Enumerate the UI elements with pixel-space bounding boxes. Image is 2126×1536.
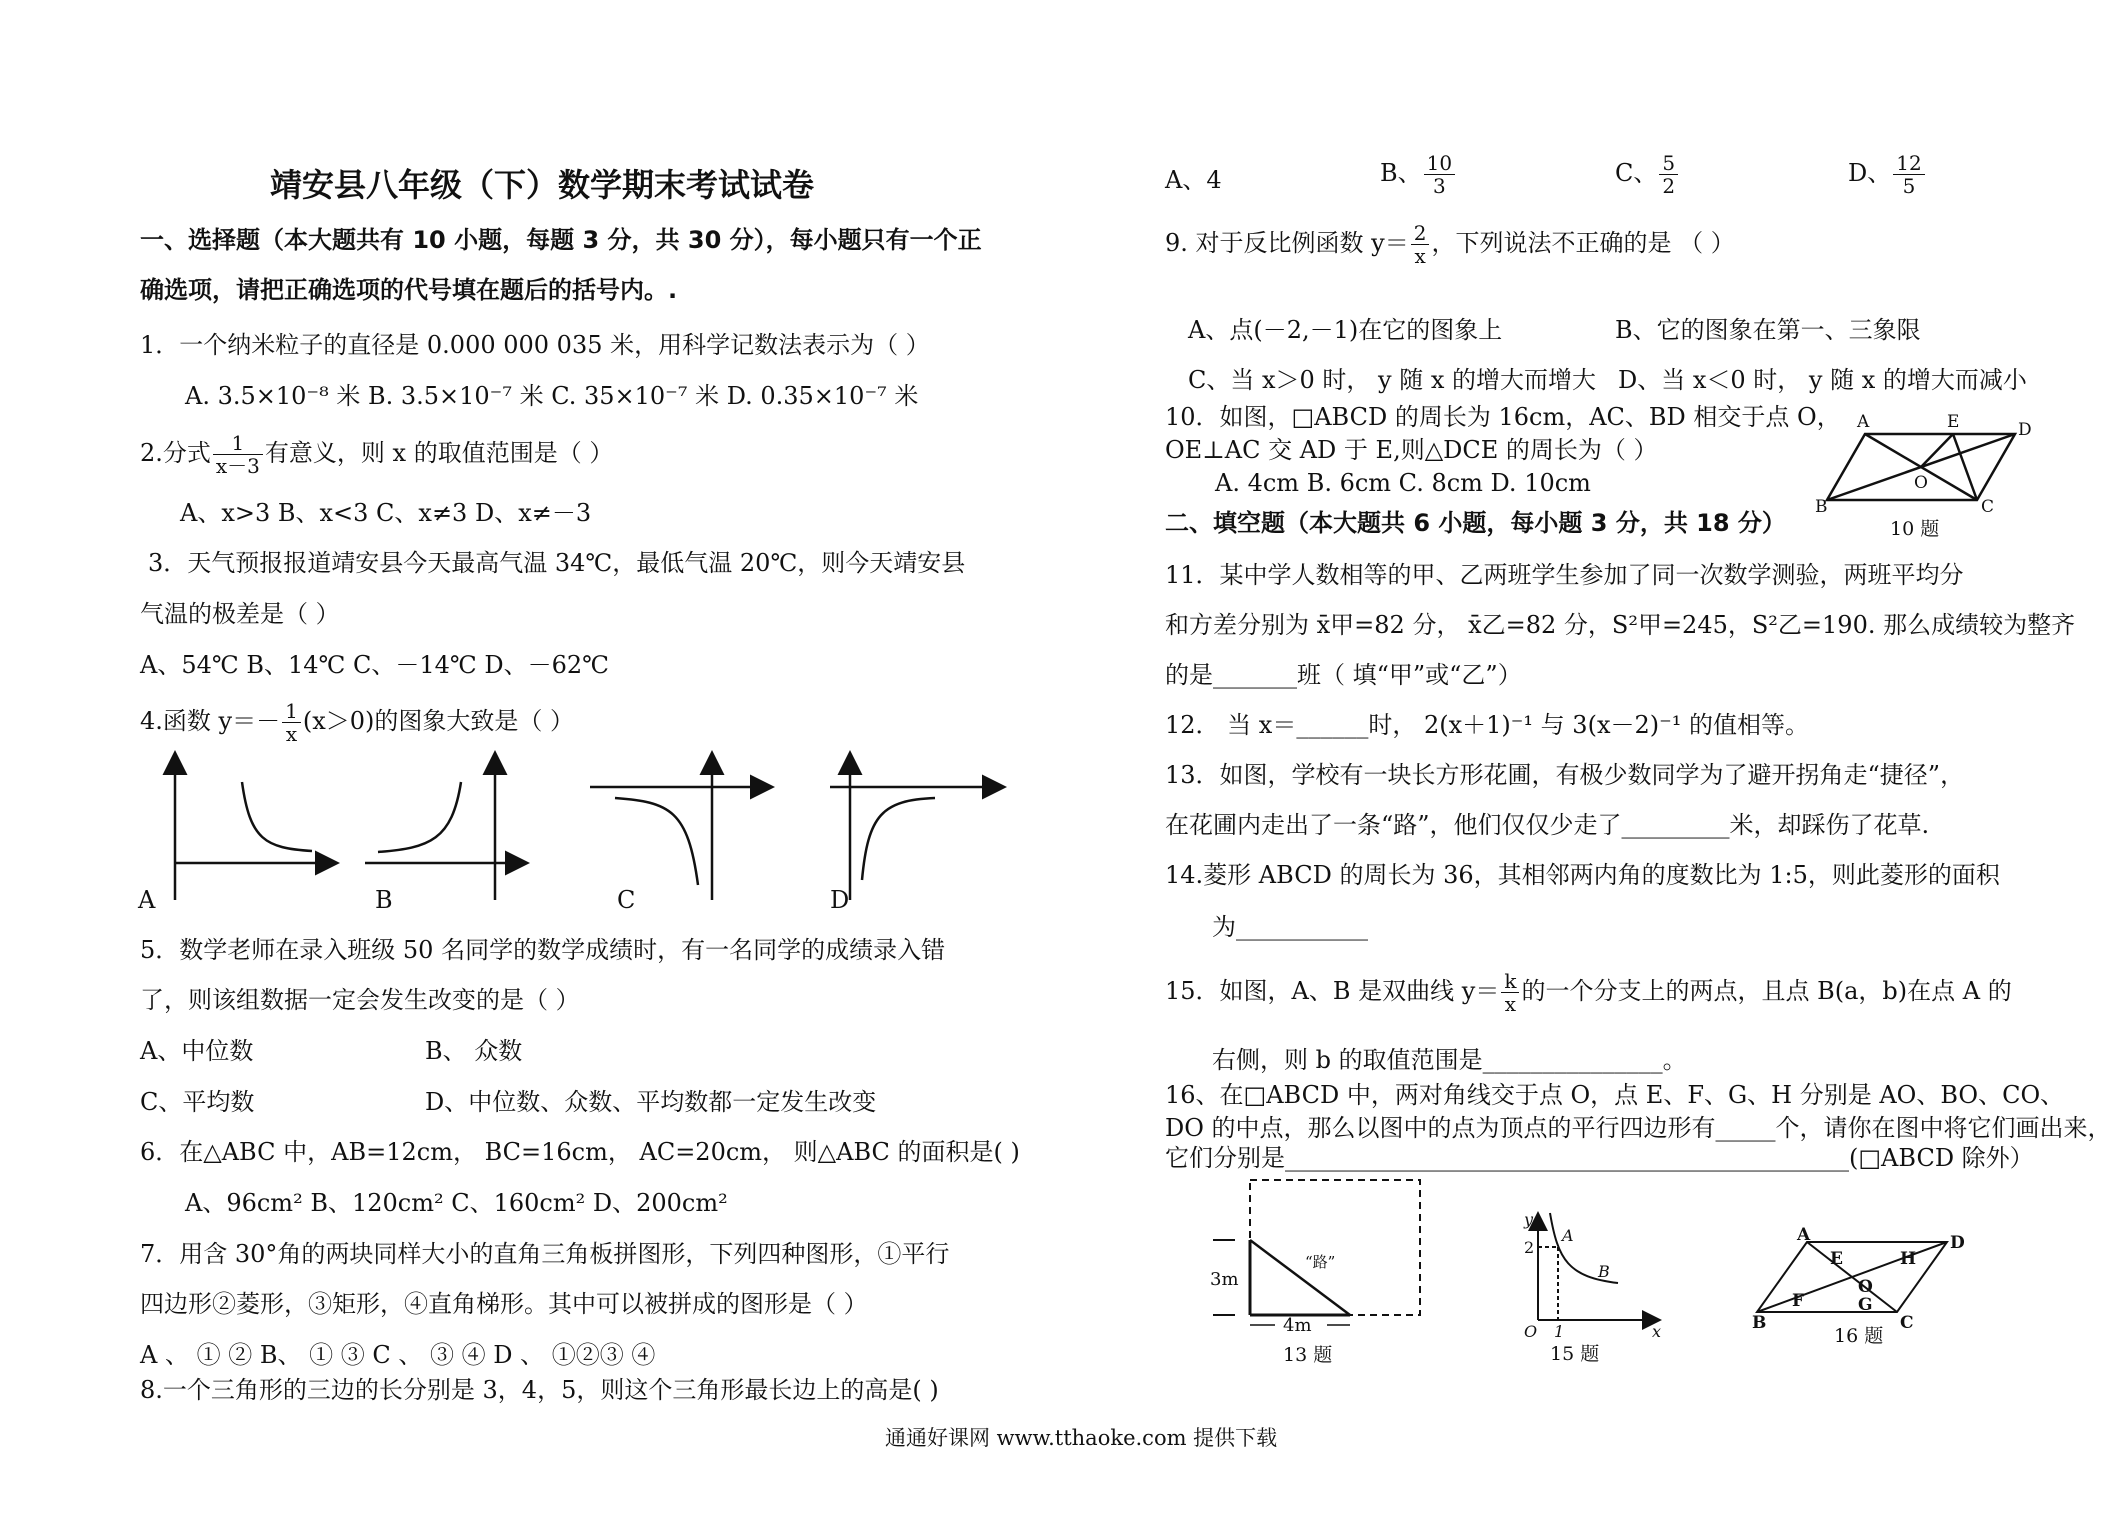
- q15-label-2: 2: [1524, 1238, 1535, 1257]
- q5-option-a: A、中位数: [140, 1037, 254, 1065]
- q9-stem: [1165, 222, 1735, 267]
- q10-point-o: O: [1914, 473, 1928, 493]
- q16-figure: [1752, 1225, 1972, 1348]
- q16-point-o: O: [1858, 1277, 1873, 1297]
- q8-stem: 8.一个三角形的三边的长分别是 3，4，5，则这个三角形最长边上的高是( ): [140, 1376, 939, 1404]
- q16-point-g: G: [1858, 1295, 1873, 1315]
- q10-line1: 10．如图，□ABCD 的周长为 16cm，AC、BD 相交于点 O，: [1165, 403, 1841, 431]
- q15-label-o: O: [1524, 1322, 1538, 1341]
- q2-stem: [140, 432, 613, 477]
- q14-line1: 14.菱形 ABCD 的周长为 36，其相邻两内角的度数比为 1:5，则此菱形的面积: [1165, 861, 2000, 889]
- q9-option-a: A、点(－2,－1)在它的图象上: [1188, 316, 1503, 344]
- q4-label-d: D: [830, 886, 850, 914]
- q13-figure: [1205, 1175, 1435, 1370]
- q10-line2: OE⊥AC 交 AD 于 E,则△DCE 的周长为（ ）: [1165, 436, 1658, 464]
- q4-label-b: B: [375, 886, 393, 914]
- q7-options: A 、 ① ② B、 ① ③ C 、 ③ ④ D 、 ①②③ ④: [140, 1341, 656, 1369]
- q16-point-h: H: [1900, 1249, 1917, 1269]
- q4-label-c: C: [617, 886, 636, 914]
- q10-point-a: A: [1857, 412, 1870, 432]
- q13-label-3m: 3m: [1210, 1269, 1239, 1290]
- q9-den: x: [1414, 244, 1426, 268]
- q2-options: A、x>3 B、x<3 C、x≠3 D、x≠－3: [180, 499, 592, 527]
- q8-option-d-fraction: [1893, 152, 1924, 197]
- q15-num: k: [1501, 970, 1519, 993]
- q13-line1: 13．如图，学校有一块长方形花圃，有极少数同学为了避开拐角走“捷径”，: [1165, 761, 1965, 789]
- q16-point-a: A: [1797, 1225, 1811, 1245]
- q15-stem: [1165, 970, 2012, 1015]
- q16-line1: 16、在□ABCD 中，两对角线交于点 O，点 E、F、G、H 分别是 AO、BO、CO、: [1165, 1081, 2065, 1109]
- q4-fraction: [282, 700, 301, 745]
- q8-option-d-num: 12: [1893, 152, 1924, 175]
- page-title: 靖安县八年级（下）数学期末考试试卷: [270, 166, 815, 204]
- q16-diagonal-bd: [1757, 1242, 1947, 1312]
- q16-point-b: B: [1752, 1313, 1767, 1333]
- q9-fraction: [1411, 222, 1430, 267]
- q8-option-b-letter: B、: [1380, 159, 1422, 187]
- q4-stem: [140, 700, 574, 745]
- q9-num: 2: [1411, 222, 1430, 245]
- q8-option-c-num: 5: [1659, 152, 1678, 175]
- q2-pre: 2.分式: [140, 439, 211, 467]
- q8-option-b-den: 3: [1433, 174, 1446, 198]
- q8-option-d-den: 5: [1902, 174, 1916, 198]
- q16-point-f: F: [1792, 1291, 1805, 1311]
- q10-point-d: D: [2018, 420, 2032, 440]
- q3-line2: 气温的极差是（ ）: [140, 600, 340, 628]
- q6-options: A、96cm² B、120cm² C、160cm² D、200cm²: [185, 1189, 728, 1217]
- q13-label-4m: 4m: [1283, 1315, 1312, 1336]
- q4-den: x: [285, 722, 298, 746]
- q13-line2: 在花圃内走出了一条“路”，他们仅仅少走了_________米，却踩伤了花草.: [1165, 811, 1930, 839]
- section1-heading-line2: 确选项，请把正确选项的代号填在题后的括号内。.: [140, 276, 678, 304]
- q1-stem: 1．一个纳米粒子的直径是 0.000 000 035 米，用科学记数法表示为（ ）: [140, 331, 930, 359]
- q2-post: 有意义，则 x 的取值范围是（ ）: [264, 439, 614, 467]
- q16-point-e: E: [1830, 1249, 1843, 1269]
- q1-options: A. 3.5×10⁻⁸ 米 B. 3.5×10⁻⁷ 米 C. 35×10⁻⁷ 米 D. 0.35×10⁻⁷ 米: [185, 382, 919, 410]
- q8-option-d-letter: D、: [1848, 159, 1892, 187]
- q10-point-c: C: [1981, 497, 1995, 517]
- graph-a-curve: [242, 782, 312, 851]
- graph-b-curve: [378, 782, 461, 852]
- q15-label-b: B: [1598, 1262, 1610, 1281]
- q5-option-b: B、 众数: [425, 1037, 523, 1065]
- q8-option-c-letter: C、: [1615, 159, 1658, 187]
- q5-option-c: C、平均数: [140, 1088, 255, 1116]
- q4-label-a: A: [138, 886, 156, 914]
- q15-pre: 15．如图，A、B 是双曲线 y＝: [1165, 977, 1500, 1005]
- q10-figure: [1815, 410, 2030, 540]
- q15-post: 的一个分支上的两点，且点 B(a，b)在点 A 的: [1521, 977, 2012, 1005]
- q11-line3: 的是_______班（ 填“甲”或“乙”）: [1165, 661, 1522, 689]
- q11-line1: 11．某中学人数相等的甲、乙两班学生参加了同一次数学测验，两班平均分: [1165, 561, 1964, 589]
- q13-flowerbed-rect: [1250, 1180, 1420, 1315]
- q4-num: 1: [282, 700, 301, 723]
- q8-option-b: [1380, 152, 1457, 197]
- q8-option-c-fraction: [1659, 152, 1678, 197]
- q9-option-c: C、当 x＞0 时， y 随 x 的增大而增大: [1188, 366, 1597, 394]
- q16-point-d: D: [1950, 1233, 1965, 1253]
- q8-option-c-den: 2: [1662, 174, 1676, 198]
- q2-den: x－3: [215, 454, 260, 478]
- q16-line2: DO 的中点，那么以图中的点为顶点的平行四边形有_____个，请你在图中将它们画出来，: [1165, 1114, 2112, 1142]
- q9-option-d: D、当 x＜0 时， y 随 x 的增大而减小: [1618, 366, 2027, 394]
- q10-point-e: E: [1947, 412, 1960, 432]
- q16-line3: 它们分别是_______________________________________________(□ABCD 除外）: [1165, 1144, 2034, 1172]
- section2-heading: 二、填空题（本大题共 6 小题，每小题 3 分，共 18 分）: [1165, 509, 1786, 537]
- q8-option-c: [1615, 152, 1680, 197]
- q7-line1: 7．用含 30°角的两块同样大小的直角三角板拼图形，下列四种图形，①平行: [140, 1240, 950, 1268]
- q8-option-b-num: 10: [1424, 152, 1455, 175]
- q12-stem: 12． 当 x＝______时， 2(x＋1)⁻¹ 与 3(x－2)⁻¹ 的值相等。: [1165, 711, 1810, 739]
- q15-label-a: A: [1562, 1226, 1574, 1245]
- q15-figure: [1518, 1205, 1668, 1365]
- q9-pre: 9. 对于反比例函数 y＝: [1165, 229, 1409, 257]
- q15-label-x: x: [1652, 1322, 1662, 1341]
- q5-option-d: D、中位数、众数、平均数都一定发生改变: [425, 1088, 877, 1116]
- q4-graphs: [130, 740, 1010, 910]
- graph-c-curve: [615, 798, 698, 885]
- q16-figure-label: 16 题: [1834, 1325, 1884, 1347]
- q13-figure-label: 13 题: [1283, 1344, 1333, 1366]
- q4-pre: 4.函数 y＝－: [140, 707, 281, 735]
- q16-point-c: C: [1900, 1313, 1914, 1333]
- q3-options: A、54℃ B、14℃ C、－14℃ D、－62℃: [140, 651, 610, 679]
- q15-label-1: 1: [1554, 1322, 1565, 1341]
- q8-option-b-fraction: [1424, 152, 1455, 197]
- q3-line1: 3．天气预报报道靖安县今天最高气温 34℃，最低气温 20℃，则今天靖安县: [148, 549, 966, 577]
- q5-line1: 5．数学老师在录入班级 50 名同学的数学成绩时，有一名同学的成绩录入错: [140, 936, 946, 964]
- q14-line2: 为___________: [1212, 913, 1368, 941]
- q2-num: 1: [213, 432, 263, 455]
- q11-line2: 和方差分别为 x̄甲=82 分， x̄乙=82 分，S²甲=245，S²乙=190. 那么成绩较为整齐: [1165, 611, 2076, 639]
- q15-label-y: y: [1524, 1210, 1534, 1229]
- section1-heading-line1: 一、选择题（本大题共有 10 小题，每题 3 分，共 30 分），每小题只有一个正: [140, 226, 982, 254]
- q7-line2: 四边形②菱形，③矩形，④直角梯形。其中可以被拼成的图形是（ ）: [140, 1290, 868, 1318]
- q10-options: A. 4cm B. 6cm C. 8cm D. 10cm: [1215, 469, 1591, 497]
- q2-fraction: [213, 432, 263, 477]
- q9-option-b: B、它的图象在第一、三象限: [1615, 316, 1921, 344]
- q4-post: (x＞0)的图象大致是（ ）: [302, 707, 574, 735]
- footer-source: 通通好课网 www.tthaoke.com 提供下载: [885, 1426, 1278, 1450]
- q10-point-b: B: [1815, 497, 1828, 517]
- q5-line2: 了，则该组数据一定会发生改变的是（ ）: [140, 986, 580, 1014]
- q13-road: [1250, 1240, 1350, 1315]
- q8-option-d: [1848, 152, 1927, 197]
- q9-post: ，下列说法不正确的是 （ ）: [1431, 229, 1735, 257]
- q15-fraction: [1501, 970, 1519, 1015]
- q15-den: x: [1504, 992, 1517, 1016]
- graph-d-curve: [862, 798, 935, 880]
- q15-figure-label: 15 题: [1550, 1343, 1600, 1365]
- q6-stem: 6．在△ABC 中，AB=12cm， BC=16cm， AC=20cm， 则△ABC 的面积是( ): [140, 1138, 1020, 1166]
- q10-segment-ce: [1953, 434, 1977, 500]
- q10-figure-label: 10 题: [1890, 518, 1940, 540]
- q8-option-a: A、4: [1165, 166, 1222, 194]
- q13-label-road: “路”: [1305, 1253, 1336, 1271]
- q15-line2: 右侧，则 b 的取值范围是_______________。: [1212, 1046, 1687, 1074]
